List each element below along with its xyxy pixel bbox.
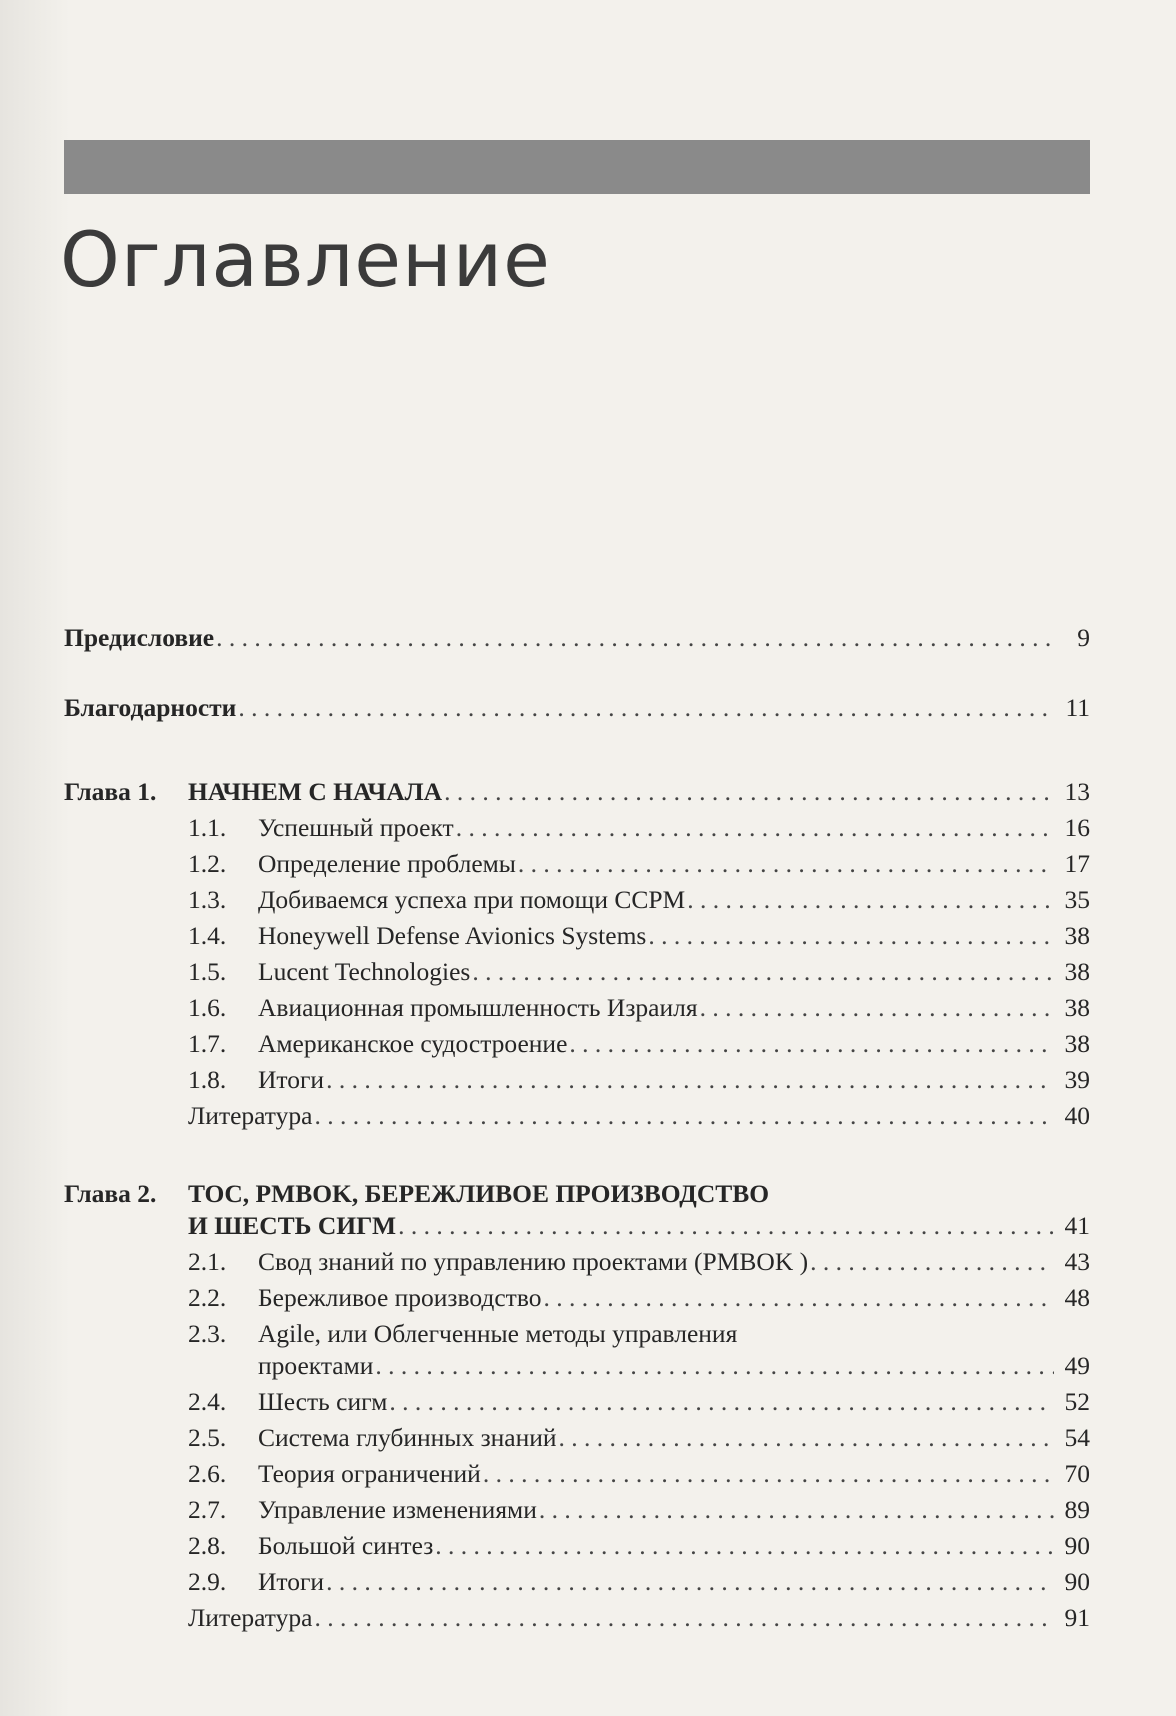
section-title: Свод знаний по управлению проектами (PMBOK ) <box>258 1247 809 1276</box>
leader-dots <box>569 1026 1054 1062</box>
section-page: 52 <box>1064 1387 1090 1416</box>
literature-title: Литература <box>188 1101 313 1130</box>
chapter-title: НАЧНЕМ С НАЧАЛА <box>188 777 443 806</box>
leader-dots <box>314 1600 1054 1636</box>
chapter-title-continued: И ШЕСТЬ СИГМ <box>188 1211 397 1240</box>
leader-dots <box>810 1244 1054 1280</box>
toc-section[interactable] <box>64 1316 1090 1352</box>
section-title: Бережливое производство <box>258 1283 542 1312</box>
section-page: 89 <box>1064 1495 1090 1524</box>
leader-dots <box>326 1564 1054 1600</box>
chapter-label: Глава 1. <box>64 777 157 806</box>
section-title: Успешный проект <box>258 813 454 842</box>
toc-section-continued[interactable] <box>64 1348 1090 1384</box>
section-number: 2.6. <box>188 1459 227 1488</box>
chapter-title: TOC, PMBOK, БЕРЕЖЛИВОЕ ПРОИЗВОДСТВО <box>188 1179 770 1208</box>
toc-section[interactable] <box>64 810 1090 846</box>
leader-dots <box>456 810 1054 846</box>
toc-section[interactable] <box>64 1244 1090 1280</box>
section-page: 90 <box>1064 1567 1090 1596</box>
section-number: 1.7. <box>188 1029 227 1058</box>
section-page: 90 <box>1064 1531 1090 1560</box>
section-title: Шесть сигм <box>258 1387 388 1416</box>
leader-dots <box>539 1492 1054 1528</box>
leader-dots <box>472 954 1054 990</box>
section-page: 54 <box>1064 1423 1090 1452</box>
section-title: Авиационная промышленность Израиля <box>258 993 698 1022</box>
section-number: 2.5. <box>188 1423 227 1452</box>
section-number: 1.6. <box>188 993 227 1022</box>
section-title: Итоги <box>258 1065 325 1094</box>
toc-entry-page: 11 <box>1065 693 1090 722</box>
toc-literature[interactable] <box>64 1600 1090 1636</box>
section-page: 48 <box>1064 1283 1090 1312</box>
section-number: 2.3. <box>188 1319 227 1348</box>
leader-dots <box>700 990 1054 1026</box>
section-title: Honeywell Defense Avionics Systems <box>258 921 647 950</box>
leader-dots <box>389 1384 1054 1420</box>
leader-dots <box>216 620 1054 656</box>
leader-dots <box>444 774 1054 810</box>
section-number: 1.8. <box>188 1065 227 1094</box>
header-bar <box>64 140 1090 194</box>
toc-section[interactable] <box>64 1528 1090 1564</box>
toc-entry-acknowledgements[interactable] <box>64 690 1090 726</box>
toc-section[interactable] <box>64 1456 1090 1492</box>
toc-section[interactable] <box>64 846 1090 882</box>
section-number: 1.5. <box>188 957 227 986</box>
toc-section[interactable] <box>64 1280 1090 1316</box>
section-page: 49 <box>1064 1351 1090 1380</box>
toc-entry-preface[interactable] <box>64 620 1090 656</box>
toc-literature[interactable] <box>64 1098 1090 1134</box>
section-number: 2.2. <box>188 1283 227 1312</box>
toc-entry-page: 9 <box>1077 623 1090 652</box>
leader-dots <box>483 1456 1054 1492</box>
toc-chapter-1[interactable] <box>64 774 1090 810</box>
section-page: 43 <box>1064 1247 1090 1276</box>
leader-dots <box>559 1420 1054 1456</box>
leader-dots <box>398 1208 1054 1244</box>
section-page: 38 <box>1064 993 1090 1022</box>
leader-dots <box>687 882 1054 918</box>
section-number: 2.1. <box>188 1247 227 1276</box>
section-number: 1.2. <box>188 849 227 878</box>
toc-section[interactable] <box>64 1420 1090 1456</box>
section-title: Теория ограничений <box>258 1459 481 1488</box>
toc-section[interactable] <box>64 882 1090 918</box>
toc-section[interactable] <box>64 954 1090 990</box>
section-title: Lucent Technologies <box>258 957 471 986</box>
literature-page: 91 <box>1064 1603 1090 1632</box>
section-title: Agile, или Облегченные методы управления <box>258 1319 738 1348</box>
section-page: 70 <box>1064 1459 1090 1488</box>
toc-section[interactable] <box>64 1492 1090 1528</box>
section-title-continued: проектами <box>258 1351 374 1380</box>
section-number: 1.1. <box>188 813 227 842</box>
toc-chapter-2[interactable] <box>64 1208 1090 1244</box>
leader-dots <box>435 1528 1054 1564</box>
section-number: 2.4. <box>188 1387 227 1416</box>
literature-title: Литература <box>188 1603 313 1632</box>
section-number: 1.4. <box>188 921 227 950</box>
section-page: 16 <box>1064 813 1090 842</box>
toc-section[interactable] <box>64 918 1090 954</box>
section-title: Большой синтез <box>258 1531 434 1560</box>
table-of-contents <box>64 620 1090 1636</box>
toc-entry-title: Благодарности <box>64 693 237 722</box>
leader-dots <box>326 1062 1054 1098</box>
toc-section[interactable] <box>64 990 1090 1026</box>
toc-section[interactable] <box>64 1564 1090 1600</box>
section-title: Американское судостроение <box>258 1029 568 1058</box>
page-title: Оглавление <box>60 215 551 304</box>
leader-dots <box>543 1280 1054 1316</box>
section-page: 35 <box>1064 885 1090 914</box>
section-number: 2.7. <box>188 1495 227 1524</box>
leader-dots <box>238 690 1054 726</box>
section-title: Управление изменениями <box>258 1495 537 1524</box>
chapter-page: 41 <box>1064 1211 1090 1240</box>
chapter-label: Глава 2. <box>64 1179 157 1208</box>
section-number: 2.9. <box>188 1567 227 1596</box>
section-title: Система глубинных знаний <box>258 1423 557 1452</box>
section-page: 38 <box>1064 1029 1090 1058</box>
section-number: 2.8. <box>188 1531 227 1560</box>
leader-dots <box>518 846 1054 882</box>
section-number: 1.3. <box>188 885 227 914</box>
leader-dots <box>314 1098 1054 1134</box>
toc-section[interactable] <box>64 1384 1090 1420</box>
chapter-page: 13 <box>1064 777 1090 806</box>
section-title: Определение проблемы <box>258 849 516 878</box>
toc-entry-title: Предисловие <box>64 623 215 652</box>
section-page: 17 <box>1064 849 1090 878</box>
leader-dots <box>648 918 1054 954</box>
toc-chapter-2-title-line1[interactable] <box>64 1176 1090 1212</box>
section-title: Добиваемся успеха при помощи CCPM <box>258 885 686 914</box>
section-page: 38 <box>1064 921 1090 950</box>
toc-section[interactable] <box>64 1026 1090 1062</box>
literature-page: 40 <box>1064 1101 1090 1130</box>
toc-section[interactable] <box>64 1062 1090 1098</box>
section-title: Итоги <box>258 1567 325 1596</box>
leader-dots <box>375 1348 1054 1384</box>
section-page: 39 <box>1064 1065 1090 1094</box>
section-page: 38 <box>1064 957 1090 986</box>
